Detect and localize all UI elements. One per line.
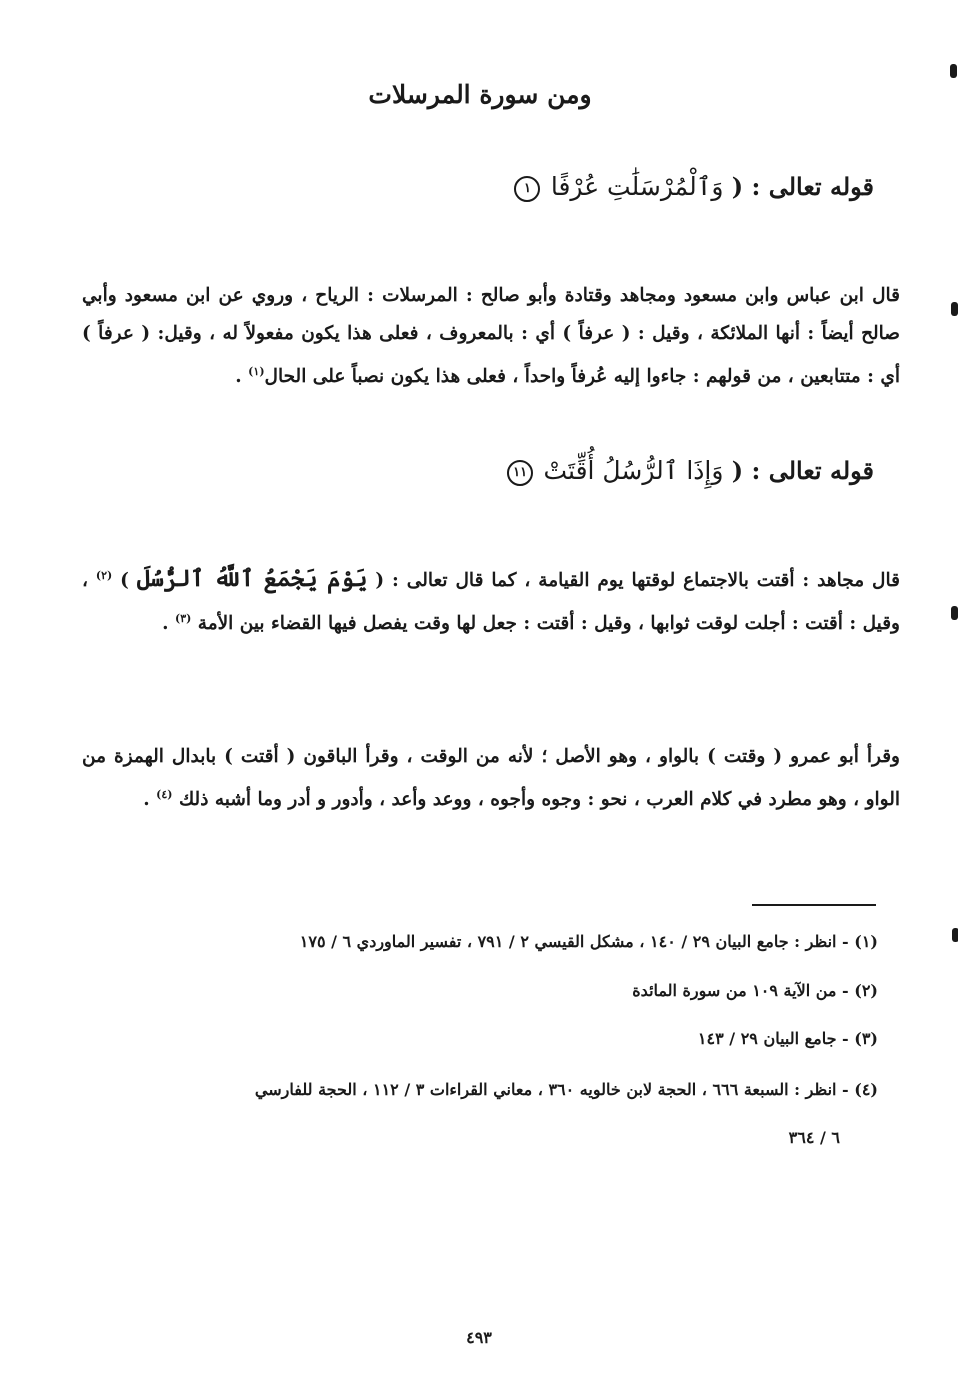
commentary-paragraph-2 — [82, 557, 900, 643]
margin-mark — [950, 64, 957, 78]
footnote-2: (٢) - من الآية ١٠٩ من سورة المائدة — [632, 981, 878, 1000]
paragraph-text: وقرأ أبو عمرو ( وقتت ) بالواو ، وهو الأصل ؛ لأنه من الوقت ، وقرأ الباقون ( أقتت ) بابدال الهمزة من الواو ، وهو مطرد في كلام العرب ، نحو : وجوه وأجوه ، ووعد وأعد ، وأدور و أدر وما أشبه ذلك — [82, 746, 900, 811]
paragraph-end: . — [162, 613, 175, 635]
commentary-paragraph-1 — [82, 277, 900, 396]
verse-intro: قوله تعالى : ( — [731, 172, 874, 201]
verse-intro: قوله تعالى : ( — [731, 456, 874, 485]
footnote-3: (٣) - جامع البيان ٢٩ / ١٤٣ — [697, 1029, 878, 1048]
footnote-ref: (١) — [248, 365, 265, 378]
footnote-ref: (٤) — [156, 788, 173, 801]
quran-quote: يَوْمَ يَجْمَعُ ٱللَّهُ ٱلرُّسُلَ — [136, 565, 368, 593]
ayah-number-marker: ١ — [514, 176, 540, 202]
footnote-ref: (٢) — [95, 569, 113, 582]
paragraph-text: قال ابن عباس وابن مسعود ومجاهد وقتادة وأبو صالح : المرسلات : الرياح ، وروي عن ابن مسعود وأبي صالح أيضاً : أنها الملائكة ، وقيل : ( عرفاً ) أي : بالمعروف ، فعلى هذا يكون مفعولاً له ، وقيل: ( عرفاً ) أي : متتابعين ، من قولهم : جاءوا إليه عُرفاً واحداً ، فعلى هذا يكون نصباً على الحال — [82, 285, 900, 388]
quran-verse-text: وَإِذَا ٱلرُّسُلُ أُقِّتَتْ — [543, 456, 724, 485]
verse-heading-1 — [80, 172, 874, 202]
chapter-title: ومن سورة المرسلات — [368, 80, 592, 109]
ayah-number-marker: ١١ — [507, 460, 533, 486]
margin-mark — [951, 606, 958, 620]
footnote-4-continuation: ٦ / ٣٦٤ — [788, 1128, 840, 1147]
paragraph-text: ) — [120, 570, 129, 592]
paragraph-text: ، وقيل : أقتت : أجلت لوقت ثوابها ، وقيل : أقتت : جعل لها وقت يفصل فيها القضاء بين الأمة — [82, 570, 900, 635]
commentary-paragraph-3 — [82, 738, 900, 819]
paragraph-text: قال مجاهد : أقتت بالاجتماع لوقتها يوم القيامة ، كما قال تعالى : ( — [375, 570, 900, 592]
margin-mark — [952, 928, 958, 942]
footnote-ref: (٣) — [174, 612, 192, 626]
footnote-4: (٤) - انظر : السبعة ٦٦٦ ، الحجة لابن خالويه ٣٦٠ ، معاني القراءات ٣ / ١١٢ ، الحجة للفارسي — [254, 1080, 878, 1099]
paragraph-end: . — [143, 789, 157, 811]
footnote-divider — [752, 904, 876, 906]
margin-mark — [951, 302, 958, 316]
footnote-1: (١) - انظر : جامع البيان ٢٩ / ١٤٠ ، مشكل القيسي ٢ / ٧٩١ ، تفسير الماوردي ٦ / ١٧٥ — [299, 932, 878, 951]
quran-verse-text: وَٱلْمُرْسَلَٰتِ عُرْفًا — [550, 172, 724, 201]
verse-heading-2 — [80, 456, 874, 486]
paragraph-end: . — [235, 366, 249, 388]
page-number: ٤٩٣ — [466, 1328, 492, 1347]
